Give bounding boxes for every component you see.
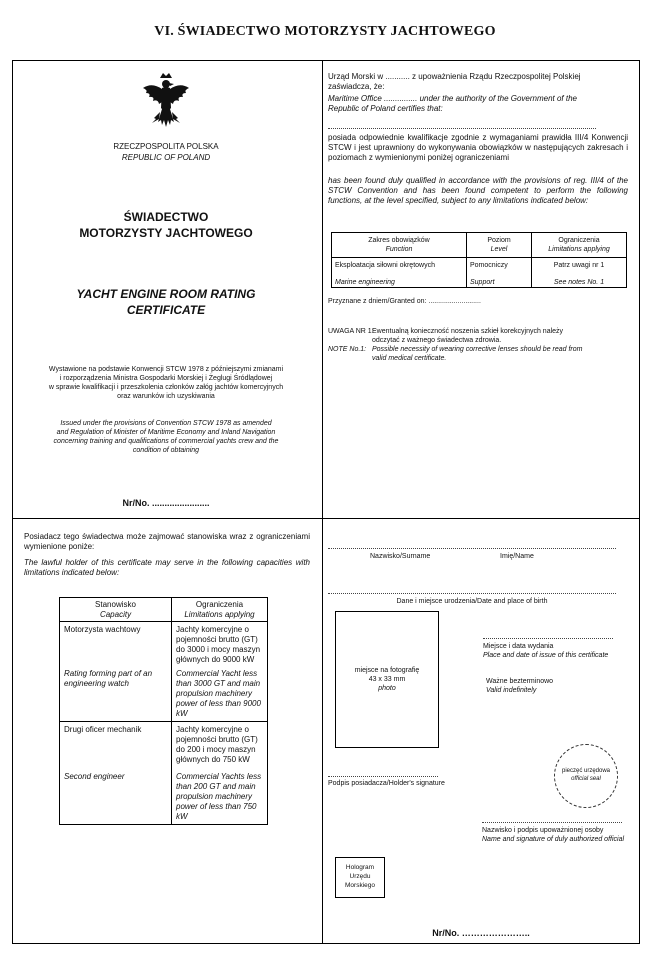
page-title: VI. ŚWIADECTWO MOTORZYSTY JACHTOWEGO — [154, 24, 496, 39]
issued-en-line: Issued under the provisions of Convention STCW 1978 as amended — [60, 420, 272, 427]
surname-label: Nazwisko/Surname — [370, 553, 431, 560]
certificate-number-back: Nr/No. ………………….. — [432, 928, 530, 938]
note-pl-line: Ewentualną konieczność noszenia szkieł korekcyjnych należy — [372, 328, 564, 335]
header-limitations-pl: Ograniczenia — [558, 237, 600, 244]
middle-divider — [13, 518, 639, 519]
cell-limitations-en: See notes No. 1 — [553, 279, 605, 286]
issued-basis-pl — [20, 365, 312, 401]
cell-cap-limitations-en: Commercial Yacht less than 3000 GT and main propulsion machinery power of less than 9000 kW — [176, 669, 261, 718]
cell-capacity-en: Second engineer — [64, 772, 125, 781]
hologram-label-line: Hologram — [345, 864, 375, 871]
header-capacity-pl: Stanowisko — [95, 600, 136, 609]
header-level — [467, 233, 532, 258]
issued-en-line: condition of obtaining — [132, 447, 200, 454]
cell-level-pl: Pomocniczy — [470, 262, 508, 269]
note-en-line: Possible necessity of wearing corrective lenses should be read from — [372, 346, 583, 353]
photo-box — [335, 611, 439, 748]
note-pl-label: UWAGA NR 1: — [328, 328, 374, 335]
cell-limitations — [532, 258, 627, 288]
country-name-en: REPUBLIC OF POLAND — [121, 153, 211, 162]
qualification-pl: posiada odpowiednie kwalifikacje zgodnie z wymaganiami prawidła III/4 Konwencji STCW i jest uprawniony do wykonywania obowiązków w następujących zakresach i poziomach z wymienionymi poniżej ograniczeniami — [328, 133, 628, 162]
capacities-intro-pl: Posiadacz tego świadectwa może zajmować stanowiska wraz z ograniczeniami wymienione poniże: — [24, 532, 310, 551]
cell-capacity — [60, 722, 172, 825]
validity-en: Valid indefinitely — [486, 687, 537, 694]
hologram-label-line: Urzędu — [349, 873, 371, 880]
cell-limitations-pl: Patrz uwagi nr 1 — [553, 262, 605, 269]
cell-cap-limitations-en: Commercial Yachts less than 200 GT and main propulsion machinery power of less than 750 kW — [176, 772, 262, 821]
office-en-line: Republic of Poland certifies that: — [328, 104, 443, 113]
office-statement-pl — [328, 72, 628, 92]
office-statement-en — [328, 94, 628, 114]
holder-signature-label: Podpis posiadacza/Holder's signature — [328, 780, 445, 787]
header-cap-limitations — [172, 598, 268, 622]
header-function-pl: Zakres obowiązków — [368, 237, 430, 244]
capacities-intro-en: The lawful holder of this certificate may serve in the following capacities with limitations indicated below: — [24, 558, 310, 577]
issued-pl-line: w sprawie kwalifikacji i przeszkolenia członków załóg jachtów komercyjnych — [48, 384, 284, 391]
header-capacity-en: Capacity — [99, 610, 132, 619]
header-level-en: Level — [490, 246, 508, 253]
cell-cap-limitations — [172, 722, 268, 825]
cell-capacity-pl: Drugi oficer mechanik — [64, 725, 142, 734]
functions-table — [331, 232, 627, 288]
note-pl-text — [372, 327, 628, 345]
issued-pl-line: oraz warunków ich uzyskiwania — [117, 393, 215, 400]
note-en-line: valid medical certificate. — [372, 355, 447, 362]
functions-row — [332, 258, 627, 288]
photo-label-line: 43 x 33 mm — [368, 676, 406, 683]
issued-pl-line: i rozporządzenia Ministra Gospodarki Morskiej i Żeglugi Śródlądowej — [59, 375, 273, 382]
validity-pl: Ważne bezterminowo — [486, 678, 554, 685]
official-label-pl: Nazwisko i podpis upoważnionej osoby — [482, 827, 604, 834]
qualification-en: has been found duly qualified in accordance with the provisions of reg. III/4 of the STCW Convention and has been found competent to perform the following functions, at the level specified, subject to any limitations indicated below: — [328, 176, 628, 205]
cell-function-en: Marine engineering — [335, 279, 395, 286]
note-en-text — [372, 345, 628, 363]
capacities-table — [59, 597, 268, 825]
issued-basis-en — [20, 419, 312, 455]
issue-place-label-en: Place and date of issue of this certificate — [483, 652, 609, 659]
holder-name-line — [328, 128, 596, 129]
cell-cap-limitations-pl: Jachty komercyjne o pojemności brutto (GT) do 200 i mocy maszyn głównych do 750 kW — [176, 725, 258, 764]
issued-en-line: and Regulation of Minister of Maritime Economy and Inland Navigation — [56, 429, 276, 436]
cell-cap-limitations — [172, 622, 268, 722]
title-en-line2: CERTIFICATE — [126, 303, 206, 317]
office-pl-line: zaświadcza, że: — [328, 82, 385, 91]
certificate-number: Nr/No. ....................... — [122, 498, 210, 508]
center-divider — [322, 61, 323, 943]
header-function-en: Function — [385, 246, 413, 253]
seal-label-pl: pieczęć urzędowa — [561, 768, 611, 774]
eagle-emblem-icon — [140, 72, 192, 134]
cell-cap-limitations-pl: Jachty komercyjne o pojemności brutto (GT) do 3000 i mocy maszyn głównych do 9000 kW — [176, 625, 261, 664]
cell-capacity — [60, 622, 172, 722]
cell-level-en: Support — [470, 279, 495, 286]
title-en-line1: YACHT ENGINE ROOM RATING — [76, 287, 256, 301]
functions-header-row — [332, 233, 627, 258]
hologram-box — [335, 857, 385, 898]
hologram-label-line: Morskiego — [345, 882, 375, 889]
cell-function-pl: Eksploatacja siłowni okrętowych — [335, 262, 435, 269]
holder-signature-line — [328, 776, 438, 777]
official-signature-line — [482, 822, 622, 823]
note-pl-line: odczytać z ważnego świadectwa zdrowia. — [372, 337, 502, 344]
issued-pl-line: Wystawione na podstawie Konwencji STCW 1978 z późniejszymi zmianami — [48, 366, 284, 373]
header-level-pl: Poziom — [487, 237, 511, 244]
office-en-line: Maritime Office ............... under the authority of the Government of the — [328, 94, 577, 103]
photo-label-line: photo — [378, 685, 396, 692]
header-limitations — [532, 233, 627, 258]
granted-on: Przyznane z dniem/Granted on: ........................... — [328, 298, 481, 305]
photo-label — [336, 666, 438, 693]
photo-label-line: miejsce na fotografię — [354, 667, 420, 674]
seal-label — [555, 767, 617, 783]
office-pl-line: Urząd Morski w ........... z upoważnienia Rządu Rzeczpospolitej Polskiej — [328, 72, 581, 81]
issued-en-line: concerning training and qualifications of commercial yachts crew and the — [53, 438, 279, 445]
header-limitations-en: Limitations applying — [548, 246, 610, 253]
official-label-en: Name and signature of duly authorized official — [482, 836, 625, 843]
header-cap-limitations-pl: Ograniczenia — [195, 600, 244, 609]
title-pl-line2: MOTORZYSTY JACHTOWEGO — [79, 226, 253, 240]
capacities-header-row — [60, 598, 268, 622]
issue-place-line — [483, 638, 613, 639]
capacity-row — [60, 622, 268, 722]
capacity-row — [60, 722, 268, 825]
cell-level — [467, 258, 532, 288]
note-en-label: NOTE No.1: — [328, 346, 367, 353]
birth-line — [328, 593, 616, 594]
header-function — [332, 233, 467, 258]
hologram-label — [336, 863, 384, 890]
title-pl-line1: ŚWIADECTWO — [123, 210, 209, 224]
header-capacity — [60, 598, 172, 622]
seal-label-en: official seal — [571, 776, 601, 782]
header-cap-limitations-en: Limitations applying — [184, 610, 255, 619]
cell-capacity-pl: Motorzysta wachtowy — [64, 625, 141, 634]
cell-capacity-en: Rating forming part of an engineering watch — [64, 669, 153, 688]
official-seal-circle — [554, 744, 618, 808]
cell-function — [332, 258, 467, 288]
birth-label: Dane i miejsce urodzenia/Date and place of birth — [396, 598, 548, 605]
issue-place-label-pl: Miejsce i data wydania — [483, 643, 554, 650]
name-label: Imię/Name — [500, 553, 534, 560]
country-name-pl: RZECZPOSPOLITA POLSKA — [113, 142, 219, 151]
surname-name-line — [328, 548, 616, 549]
